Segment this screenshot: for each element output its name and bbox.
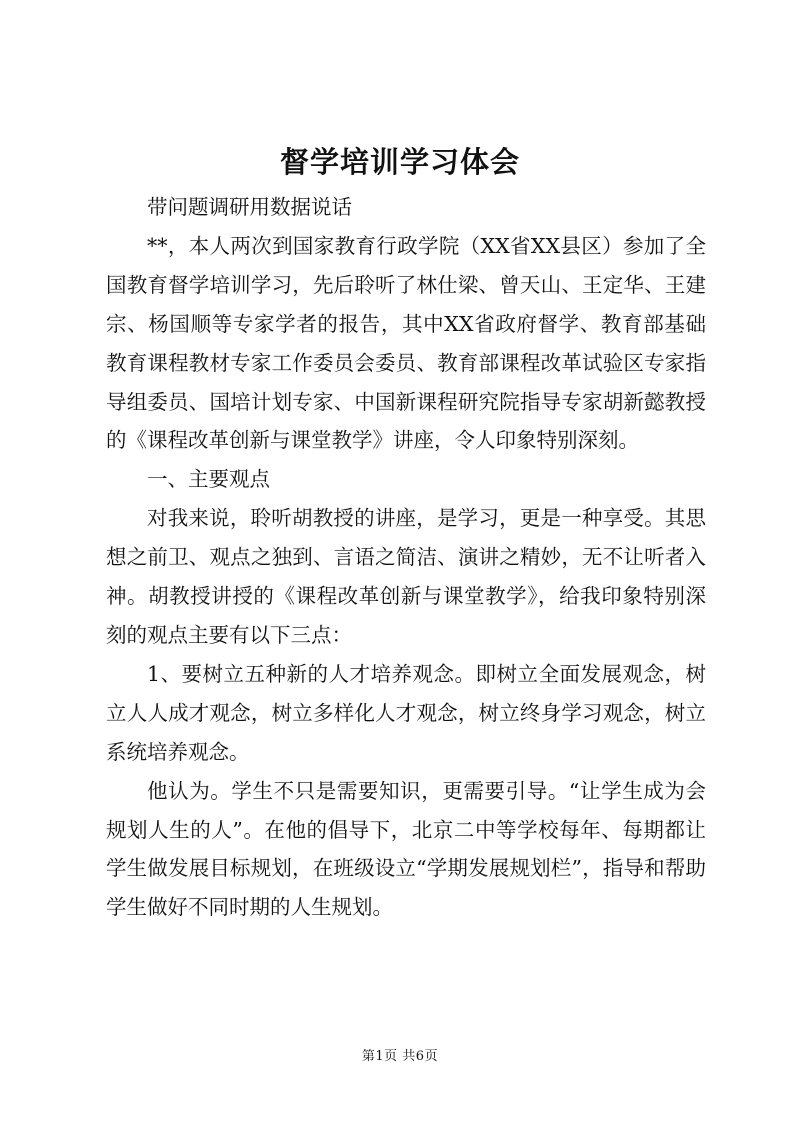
document-title: 督学培训学习体会	[279, 145, 520, 179]
page-footer: 第1页 共6页	[361, 1049, 439, 1064]
document-body	[106, 188, 706, 927]
body-paragraph: 他认为。学生不只是需要知识，更需要引导。“让学生成为会规划人生的人”。在他的倡导下，北京二中等学校每年、每期都让学生做发展目标规划，在班级设立“学期发展规划栏”，指导和帮助学生做好不同时期的人生规划。	[106, 778, 706, 920]
body-paragraph: 1、要树立五种新的人才培养观念。即树立全面发展观念，树立人人成才观念，树立多样化人才观念，树立终身学习观念，树立系统培养观念。	[106, 661, 706, 764]
body-paragraph: 对我来说，聆听胡教授的讲座，是学习，更是一种享受。其思想之前卫、观点之独到、言语之简洁、演讲之精妙，无不让听者入神。胡教授讲授的《课程改革创新与课堂教学》，给我印象特别深刻的观点主要有以下三点：	[106, 506, 706, 647]
section-heading: 一、主要观点	[147, 467, 270, 492]
subtitle-paragraph: 带问题调研用数据说话	[147, 195, 352, 219]
intro-paragraph: **，本人两次到国家教育行政学院（XX省XX县区）参加了全国教育督学培训学习，先后聆听了林仕梁、曾天山、王定华、王建宗、杨国顺等专家学者的报告，其中XX省政府督学、教育部基础教育课程教材专家工作委员会委员、教育部课程改革试验区专家指导组委员、国培计划专家、中国新课程研究院指导专家胡新懿教授的《课程改革创新与课堂教学》讲座，令人印象特别深刻。	[106, 233, 706, 453]
